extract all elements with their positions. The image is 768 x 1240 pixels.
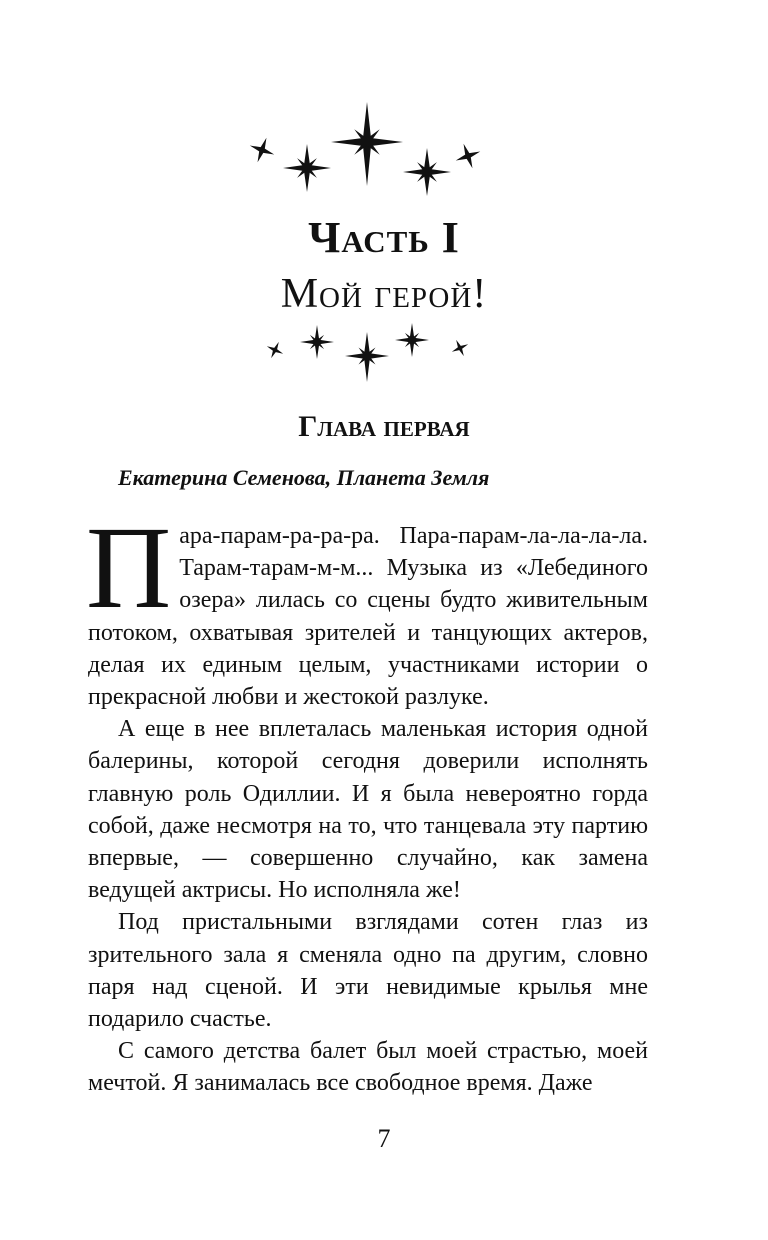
part-title: Часть I <box>308 213 460 262</box>
chapter-narrator-location: Екатерина Семенова, Планета Земля <box>118 465 490 490</box>
paragraph-2: А еще в нее вплеталась маленькая история одной балерины, которой сегодня доверили исполнять главную роль Одиллии. И я была невероятно горда собой, даже несмотря на то, что танцевала эту партию впервые, — совершенно случайно, как замена ведущей актрисы. Но исполняла же! <box>88 716 648 904</box>
chapter-body <box>86 502 648 1100</box>
paragraph-4: С самого детства балет был моей страстью, моей мечтой. Я занималась все свободное время. Даже <box>88 1038 648 1097</box>
stars-ornament-middle-icon <box>255 318 485 388</box>
chapter-title: Глава первая <box>298 410 470 443</box>
page-number: 7 <box>377 1124 391 1153</box>
drop-cap: П <box>86 502 172 633</box>
stars-ornament-top-icon <box>240 100 530 200</box>
part-subtitle: Мой герой! <box>280 271 488 317</box>
paragraph-1 <box>86 502 648 713</box>
paragraph-3: Под пристальными взглядами сотен глаз из зрительного зала я сменяла одно па другим, словно паря над сценой. И эти невидимые крылья мне подарило счастье. <box>88 909 648 1033</box>
paragraph-1-text: ара-парам-ра-ра-ра. Пара-парам-ла-ла-ла-ла. Тарам-тарам-м-м... Музыка из «Лебединого озера» лилась со сцены будто живительным потоком, охватывая зрителей и танцующих актеров, делая их единым целым, участниками истории о прекрасной любви и жестокой разлуке. <box>88 523 648 711</box>
